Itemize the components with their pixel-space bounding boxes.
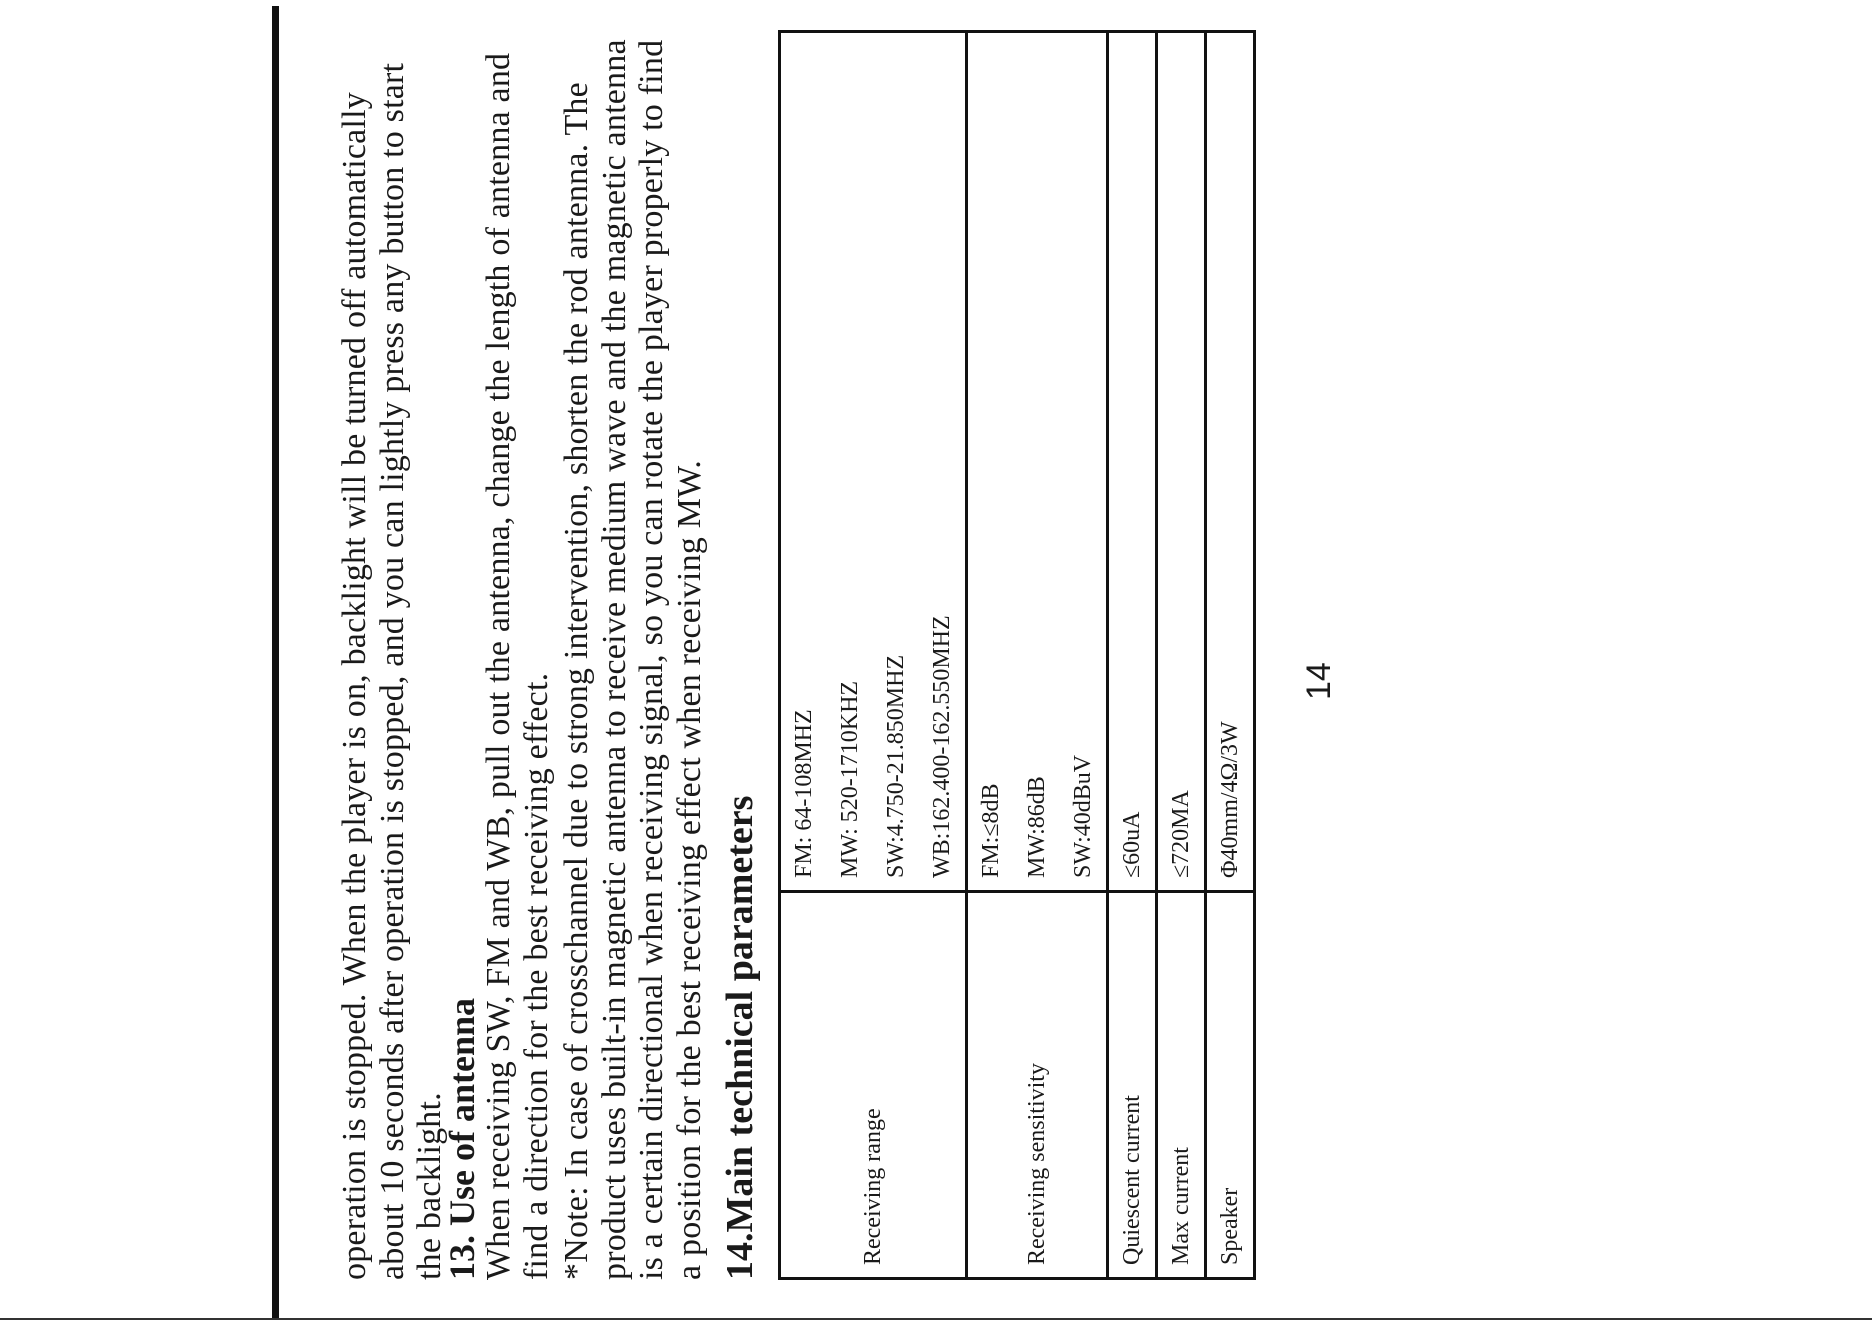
param-label: Speaker — [1206, 892, 1255, 1279]
param-label: Max current — [1157, 892, 1206, 1279]
table-row — [1206, 32, 1255, 1279]
param-label: Receiving sensitivity — [967, 892, 1108, 1279]
table-row — [780, 32, 967, 1279]
section-14-heading: 14.Main technical parameters — [719, 795, 761, 1280]
param-value: Φ40mm/4Ω/3W — [1217, 721, 1243, 878]
param-value: MW: 520-1710KHZ — [837, 680, 863, 878]
page-divider-vertical — [272, 6, 279, 1320]
param-values — [967, 32, 1108, 892]
manual-page — [300, 20, 1870, 1290]
table-row — [1108, 32, 1157, 1279]
param-values — [1206, 32, 1255, 892]
param-value: ≤720MA — [1168, 790, 1194, 878]
param-value: FM: 64-108MHZ — [791, 709, 817, 878]
param-value: SW:4.750-21.850MHZ — [883, 654, 909, 878]
param-values — [780, 32, 967, 892]
param-value: FM:≤8dB — [978, 783, 1004, 878]
technical-parameters-table — [778, 30, 1256, 1280]
param-value: SW:40dBuV — [1070, 754, 1096, 878]
antenna-note: *Note: In case of crosschannel due to strong intervention, shorten the rod antenna. The product uses built-in magnetic antenna to receive medium wave and the magnetic antenna is a certain directional when receiving signal, so you can rotate the player properly to find a position for the best receiving effect when receiving MW. — [558, 39, 708, 1280]
table-row — [1157, 32, 1206, 1279]
param-label: Receiving range — [780, 892, 967, 1279]
antenna-paragraph: When receiving SW, FM and WB, pull out the antenna, change the length of antenna and find a direction for the best receiving effect. — [480, 52, 555, 1280]
param-value: WB:162.400-162.550MHZ — [929, 615, 955, 878]
page-divider-horizontal — [0, 1318, 1872, 1320]
param-value: MW:86dB — [1024, 776, 1050, 878]
page-number: 14 — [1300, 662, 1338, 700]
param-label: Quiescent current — [1108, 892, 1157, 1279]
param-values — [1157, 32, 1206, 892]
backlight-paragraph: operation is stopped. When the player is on, backlight will be turned off automatically about 10 seconds after operation is stopped, and you can lightly press any button to start the backlight. — [336, 62, 448, 1280]
table-row — [967, 32, 1108, 1279]
param-values — [1108, 32, 1157, 892]
section-13-heading: 13. Use of antenna — [442, 997, 482, 1280]
param-value: ≤60uA — [1119, 811, 1145, 878]
